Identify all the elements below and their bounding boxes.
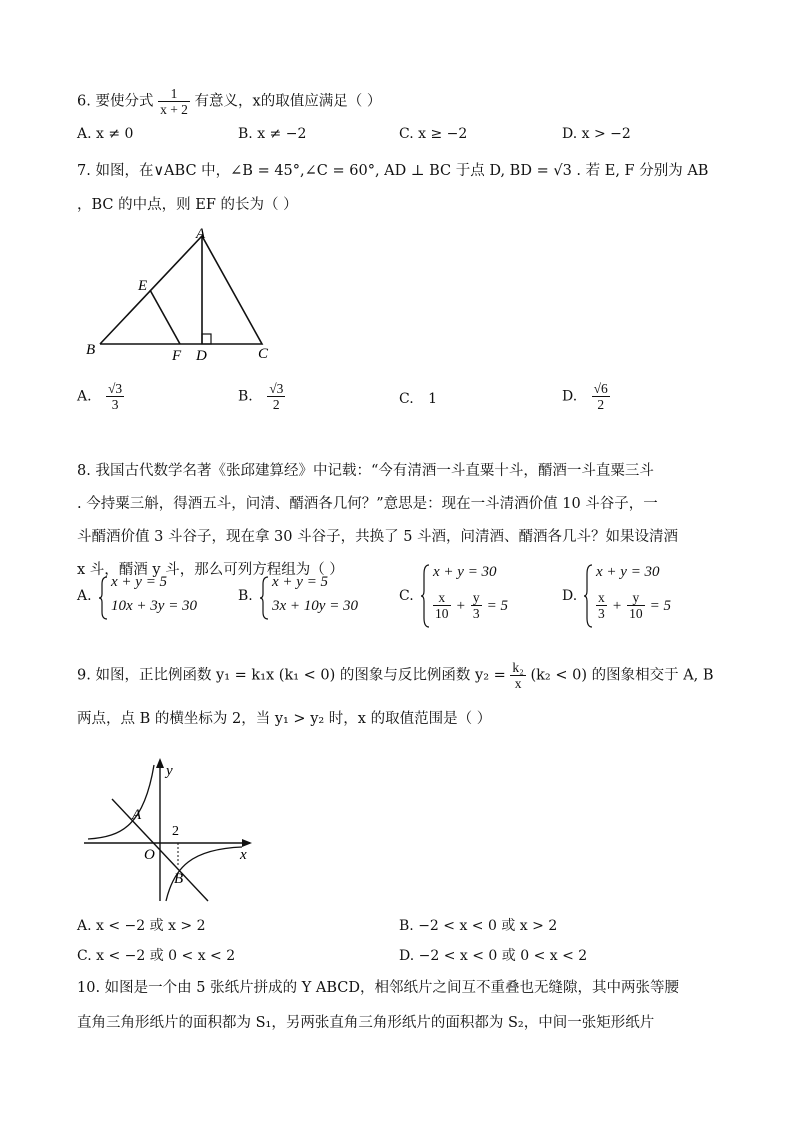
label-c: C xyxy=(258,346,269,362)
point-a-label: A xyxy=(132,807,142,823)
question-6-stem xyxy=(77,86,381,117)
q6-fraction xyxy=(158,86,190,117)
q10-line-1: 10. 如图是一个由 5 张纸片拼成的 Y ABCD，相邻纸片之间互不重叠也无缝隙，其中两张等腰 xyxy=(77,980,680,996)
q7-line-2: ，BC 的中点，则 EF 的长为（ ） xyxy=(77,197,298,213)
q7-option-d: D. $\frac{√6}{2}$ xyxy=(562,381,608,412)
q7-option-b: B. $\frac{√3}{2}$ xyxy=(238,381,284,412)
axis-label-y: y xyxy=(166,763,173,779)
q8-option-a: A. x + y = 5 10x + 3y = 30 xyxy=(77,574,237,624)
q6-frac-numerator: 1 xyxy=(158,86,190,102)
q9-fraction: $\frac{\text{k₂}}{x}$ xyxy=(512,660,524,691)
q6-frac-denominator: x + 2 xyxy=(160,102,188,117)
q9-line-2: 两点，点 B 的横坐标为 2，当 y₁ > y₂ 时，x 的取值范围是（ ） xyxy=(77,711,492,727)
q10-line-2: 直角三角形纸片的面积都为 S₁，另两张直角三角形纸片的面积都为 S₂，中间一张矩形纸片 xyxy=(77,1015,655,1031)
right-angle-mark xyxy=(202,334,211,344)
q8-line-4: x 斗，醑酒 y 斗，那么可列方程组为（ ） xyxy=(77,562,344,578)
axis-label-x: x xyxy=(240,847,247,863)
q6-suffix: 有意义，x的取值应满足（ ） xyxy=(194,93,382,110)
segment-ef xyxy=(150,290,180,344)
q6-option-b: B. x ≠ −2 xyxy=(238,126,307,142)
q6-option-c: C. x ≥ −2 xyxy=(399,126,468,142)
point-b-label: B xyxy=(174,871,184,887)
origin-label: O xyxy=(144,847,155,863)
q9-option-b: B. −2 < x < 0 或 x > 2 xyxy=(399,918,558,934)
hyperbola-branch-upper-left xyxy=(88,765,154,839)
q6-option-a: A. x ≠ 0 xyxy=(77,126,134,142)
label-e: E xyxy=(138,278,148,294)
q9-option-d: D. −2 < x < 0 或 0 < x < 2 xyxy=(399,948,588,964)
tick-label-2: 2 xyxy=(172,824,179,839)
q8-line-1: 8. 我国古代数学名著《张邱建算经》中记载：“今有清酒一斗直粟十斗，醑酒一斗直粟三斗 xyxy=(77,463,654,479)
q6-prefix: 6. 要使分式 xyxy=(77,93,154,110)
q8-line-3: 斗醑酒价值 3 斗谷子，现在拿 30 斗谷子，共换了 5 斗酒，问清酒、醑酒各几斗？如果设清酒 xyxy=(77,529,679,545)
q7-triangle-figure xyxy=(80,222,280,364)
q8-option-b: B. x + y = 5 3x + 10y = 30 xyxy=(238,574,398,624)
q7-option-a: A. $\frac{√3}{3}$ xyxy=(77,381,123,412)
label-d: D xyxy=(196,348,207,364)
q9-graph-figure xyxy=(82,755,262,905)
label-b: B xyxy=(86,342,96,358)
q7-option-c: C. 1 xyxy=(399,391,438,407)
q6-option-d: D. x > −2 xyxy=(562,126,631,142)
triangle-abc xyxy=(100,236,262,344)
q8-option-c: C. x + y = 30 $\frac{x}{10}$ + $\frac{y}{3}$ = 5 xyxy=(399,562,559,632)
label-a: A xyxy=(196,226,206,242)
label-f: F xyxy=(172,348,182,364)
q8-line-2: . 今持粟三斛，得酒五斗，问清、醑酒各几何？”意思是：现在一斗清酒价值 10 斗谷子，一 xyxy=(77,496,658,512)
q9-option-c: C. x < −2 或 0 < x < 2 xyxy=(77,948,236,964)
q9-option-a: A. x < −2 或 x > 2 xyxy=(77,918,206,934)
q7-line-1: 7. 如图，在∨ABC 中，∠B = 45°,∠C = 60°, AD ⊥ BC 于点 D, BD = √3 . 若 E, F 分别为 AB xyxy=(77,163,709,179)
q8-option-d: D. x + y = 30 $\frac{x}{3}$ + $\frac{y}{10}$ = 5 xyxy=(562,562,722,632)
q9-line-1: 9. 如图，正比例函数 y₁ = k₁x (k₁ < 0) 的图象与反比例函数 y₂ = $\frac{\text{k₂}}{x}$ (k₂ < 0) 的图象相交于 A, B xyxy=(77,660,714,691)
